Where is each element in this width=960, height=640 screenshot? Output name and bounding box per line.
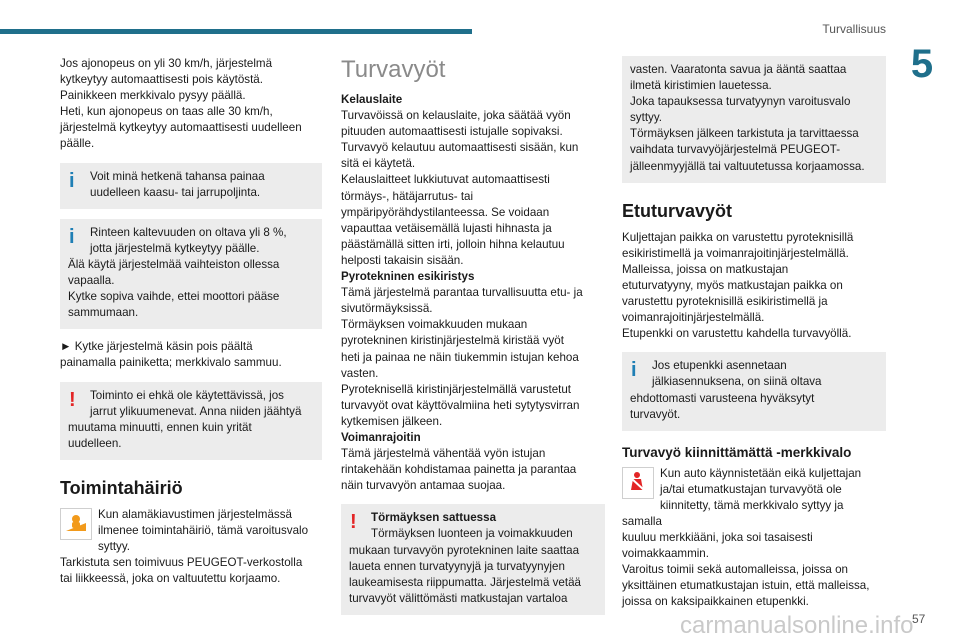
paragraph: Turvavöissä on kelauslaite, joka säätää vyön pituuden automaattisesti istujalle sopivaksi. Turvavyö kelautuu automaattisesti sisään, kun sitä ei käytetä. Kelauslaitteet lukkiutuvat automaattisesti törmäys-, hätäjarrutus- tai ympäripyörähdystilanteessa. Se voidaan vapauttaa vetäisemällä lujasti hihnasta ja päästämällä sitten irti, jolloin hihna kelautuu helposti takaisin sisään. [341, 109, 579, 267]
subheading: Turvavyö kiinnittämättä -merkkivalo [622, 444, 852, 460]
info-box: i Voit minä hetkenä tahansa painaa uudelleen kaasu- tai jarrupoljinta. [60, 163, 322, 209]
subheading: Voimanrajoitin [341, 430, 421, 444]
header-bar [0, 29, 472, 34]
column-2 [341, 52, 605, 625]
paragraph: Kuljettajan paikka on varustettu pyroteknisillä esikiristimellä ja voimanrajoitinjärjestelmällä. Malleissa, joissa on matkustajan etuturvatyyny, myös matkustajan paikka on varustettu pyroteknisillä esikiristimellä ja voimanrajoitinjärjestelmällä. Etupenkki on varustettu kahdella turvavyöllä. [622, 230, 854, 341]
warning-box: ! Toiminto ei ehkä ole käytettävissä, jos jarrut ylikuumenevat. Anna niiden jäähtyä muutama minuutti, ennen kuin yrität uudelleen. [60, 382, 322, 460]
info-icon: i [69, 225, 75, 248]
warning-icon: ! [69, 388, 76, 411]
chapter-number: 5 [910, 42, 934, 86]
subheading: Pyrotekninen esikiristys [341, 270, 475, 284]
paragraph: Kun auto käynnistetään eikä kuljettajan ja/tai etumatkustajan turvavyötä ole kiinnitetty, tämä merkkivalo syttyy ja samalla kuuluu merkkiääni, joka soi tasaisesti voimakkaammin. Varoitus toimii sekä automalleissa, joissa on yksittäinen etumatkustajan istuin, että malleissa, joissa on kaksipaikkainen etupenkki. [622, 466, 870, 609]
section-title: Turvallisuus [822, 22, 886, 36]
heading: Toimintahäiriö [60, 477, 183, 498]
paragraph: Kun alamäkiavustimen järjestelmässä ilmenee toimintahäiriö, tämä varoitusvalo syttyy. Tarkistuta sen toimivuus PEUGEOT-verkostolla tai liikkeessä, joka on valtuutettu korjaamo. [60, 507, 309, 586]
watermark: carmanualsonline.info [680, 612, 914, 639]
warning-box-continued: vasten. Vaaratonta savua ja ääntä saattaa ilmetä kiristimien lauetessa. Joka tapauksessa turvatyynyn varoitusvalo syttyy. Törmäyksen jälkeen tarkistuta ja tarvittaessa vaihdata turvavyöjärjestelmä PEUGEOT- jälleenmyyjällä tai valtuutetussa korjaamossa. [622, 56, 886, 183]
seatbelt-warning-icon [622, 467, 654, 499]
warning-box: ! Törmäyksen sattuessa Törmäyksen luonteen ja voimakkuuden mukaan turvavyön pyrotekninen laite saattaa laueta ennen turvatyynyjä ja turvatyynyjen laukeamisesta riippumatta. Järjestelmä vetää turvavyöt välittömästi matkustajan vartaloa [341, 504, 605, 615]
warning-icon: ! [350, 511, 357, 534]
column-1 [60, 56, 322, 587]
list-item: ► Kytke järjestelmä käsin pois päältä painamalla painiketta; merkkivalo sammuu. [60, 340, 282, 370]
info-icon: i [631, 359, 637, 382]
paragraph: Tämä järjestelmä parantaa turvallisuutta etu- ja sivutörmäyksissä. Törmäyksen voimakkuuden mukaan pyrotekninen kiristinjärjestelmä kiristää vyöt heti ja painaa ne näin tiukemmin istujan kehoa vasten. Pyroteknisellä kiristinjärjestelmällä varustetut turvavyöt ovat käyttövalmiina heti sytytysvirran kytkemisen jälkeen. [341, 286, 583, 428]
info-icon: i [69, 169, 75, 192]
hill-descent-warning-icon [60, 508, 92, 540]
column-3 [622, 56, 886, 611]
heading: Etuturvavyöt [622, 200, 733, 221]
subheading: Kelauslaite [341, 93, 403, 106]
info-box: i Rinteen kaltevuuden on oltava yli 8 %, jotta järjestelmä kytkeytyy päälle. Älä käytä järjestelmää vaihteiston ollessa vapaalla. Kytke sopiva vaihde, ettei moottori pääse sammumaan. [60, 219, 322, 330]
page-number: 57 [912, 612, 926, 626]
paragraph: Tämä järjestelmä vähentää vyön istujan rintakehään kohdistamaa painetta ja parantaa näin turvavyön antamaa suojaa. [341, 447, 577, 493]
page-heading: Turvavyöt [341, 56, 446, 83]
info-box: i Jos etupenkki asennetaan jälkiasennuksena, on siinä oltava ehdottomasti varusteena hyväksytyt turvavyöt. [622, 352, 886, 430]
paragraph: Jos ajonopeus on yli 30 km/h, järjestelmä kytkeytyy automaattisesti pois käytöstä. Painikkeen merkkivalo pysyy päällä. Heti, kun ajonopeus on taas alle 30 km/h, järjestelmä kytkeytyy automaattisesti uudelleen päälle. [60, 57, 302, 151]
